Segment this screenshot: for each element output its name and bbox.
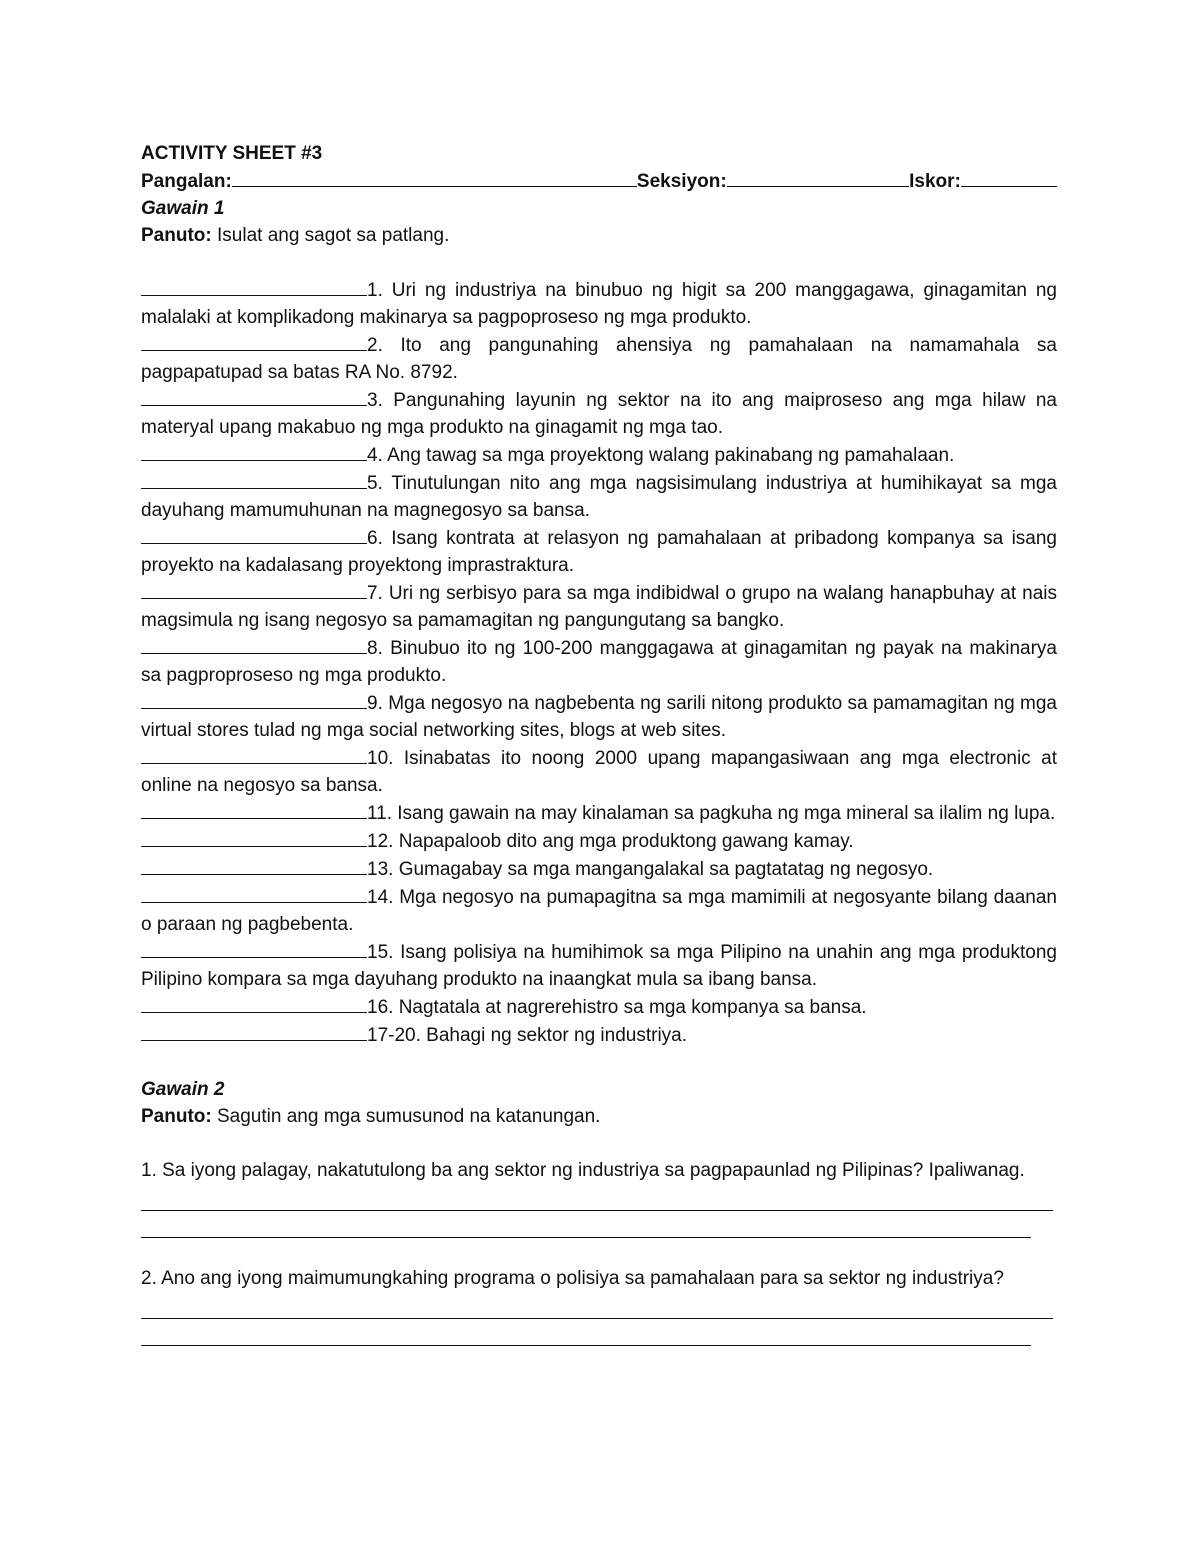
answer-blank[interactable] [141,441,367,461]
list-item [141,855,1057,883]
gawain2-instruction [141,1103,1057,1130]
spacer [141,1238,1057,1265]
item-text: 6. Isang kontrata at relasyon ng pamahalaan at pribadong kompanya sa isang proyekto na kadalasang proyektong imprastraktura. [141,528,1057,576]
list-item [141,331,1057,386]
gawain1-heading: Gawain 1 [141,198,225,219]
answer-blank[interactable] [141,855,367,875]
list-item [141,827,1057,855]
item-text: 13. Gumagabay sa mga mangangalakal sa pagtatatag ng negosyo. [367,859,934,880]
gawain2-heading: Gawain 2 [141,1079,225,1100]
answer-blank[interactable] [141,386,367,406]
list-item [141,386,1057,441]
list-item [141,469,1057,524]
answer-blank[interactable] [141,689,367,709]
answer-blank[interactable] [141,276,367,296]
list-item [141,993,1057,1021]
list-item [141,441,1057,469]
spacer [141,249,1057,276]
spacer [141,1130,1057,1157]
item-text: 15. Isang polisiya na humihimok sa mga Pilipino na unahin ang mga produktong Pilipino kompara sa mga dayuhang produkto na inaangkat mula sa ibang bansa. [141,942,1057,990]
list-item [141,524,1057,579]
item-text: 16. Nagtatala at nagrerehistro sa mga kompanya sa bansa. [367,997,867,1018]
item-text: 4. Ang tawag sa mga proyektong walang pakinabang ng pamahalaan. [367,445,955,466]
answer-line[interactable] [141,1211,1031,1238]
list-item [141,579,1057,634]
list-item [141,799,1057,827]
name-blank[interactable] [232,167,637,187]
answer-blank[interactable] [141,883,367,903]
answer-blank[interactable] [141,993,367,1013]
answer-blank[interactable] [141,744,367,764]
answer-line[interactable] [141,1319,1031,1346]
score-label: Iskor: [909,171,961,192]
name-label: Pangalan: [141,171,232,192]
item-text: 14. Mga negosyo na pumapagitna sa mga mamimili at negosyante bilang daanan o paraan ng pagbebenta. [141,887,1057,935]
item-text: 10. Isinabatas ito noong 2000 upang mapangasiwaan ang mga electronic at online na negosyo sa bansa. [141,748,1057,796]
section-blank[interactable] [727,167,909,187]
answer-blank[interactable] [141,469,367,489]
gawain2-instruction-text: Sagutin ang mga sumusunod na katanungan. [211,1106,601,1127]
item-text: 1. Uri ng industriya na binubuo ng higit sa 200 manggagawa, ginagamitan ng malalaki at komplikadong makinarya sa pagpoproseso ng mga produkto. [141,280,1057,328]
sheet-title: ACTIVITY SHEET #3 [141,143,323,164]
item-text: 7. Uri ng serbisyo para sa mga indibidwal o grupo na walang hanapbuhay at nais magsimula ng isang negosyo sa pamamagitan ng pangungutang sa bangko. [141,583,1057,631]
answer-blank[interactable] [141,331,367,351]
list-item [141,744,1057,799]
item-text: 17-20. Bahagi ng sektor ng industriya. [367,1025,688,1046]
answer-line[interactable] [141,1292,1053,1319]
question-1: 1. Sa iyong palagay, nakatutulong ba ang sektor ng industriya sa pagpapaunlad ng Pilipinas? Ipaliwanag. [141,1160,1025,1181]
list-item [141,276,1057,331]
activity-sheet-page [141,140,1057,1346]
item-text: 11. Isang gawain na may kinalaman sa pagkuha ng mga mineral sa ilalim ng lupa. [367,803,1056,824]
spacer [141,1049,1057,1076]
answer-blank[interactable] [141,827,367,847]
list-item [141,938,1057,993]
answer-blank[interactable] [141,1021,367,1041]
answer-line[interactable] [141,1184,1053,1211]
list-item [141,883,1057,938]
item-text: 3. Pangunahing layunin ng sektor na ito ang maiproseso ang mga hilaw na materyal upang makabuo ng mga produkto na ginagamit ng mga tao. [141,390,1057,438]
gawain1-instruction [141,222,1057,249]
section-label: Seksiyon: [636,171,727,192]
answer-blank[interactable] [141,938,367,958]
answer-blank[interactable] [141,579,367,599]
gawain2-instruction-label: Panuto: [141,1106,212,1127]
gawain1-item-list [141,276,1057,1049]
answer-blank[interactable] [141,799,367,819]
item-text: 2. Ito ang pangunahing ahensiya ng pamahalaan na namamahala sa pagpapatupad sa batas RA No. 8792. [141,335,1057,383]
item-text: 5. Tinutulungan nito ang mga nagsisimulang industriya at humihikayat sa mga dayuhang mamumuhunan na magnegosyo sa bansa. [141,473,1057,521]
answer-blank[interactable] [141,634,367,654]
list-item [141,1021,1057,1049]
gawain1-instruction-label: Panuto: [141,225,212,246]
item-text: 8. Binubuo ito ng 100-200 manggagawa at ginagamitan ng payak na makinarya sa pagproproseso ng mga produkto. [141,638,1057,686]
question-2: 2. Ano ang iyong maimumungkahing programa o polisiya sa pamahalaan para sa sektor ng industriya? [141,1268,1004,1289]
answer-blank[interactable] [141,524,367,544]
item-text: 12. Napapaloob dito ang mga produktong gawang kamay. [367,831,854,852]
student-info-line [141,167,1057,195]
item-text: 9. Mga negosyo na nagbebenta ng sarili nitong produkto sa pamamagitan ng mga virtual stores tulad ng mga social networking sites, blogs at web sites. [141,693,1057,741]
gawain1-instruction-text: Isulat ang sagot sa patlang. [211,225,450,246]
list-item [141,634,1057,689]
score-blank[interactable] [961,167,1057,187]
list-item [141,689,1057,744]
